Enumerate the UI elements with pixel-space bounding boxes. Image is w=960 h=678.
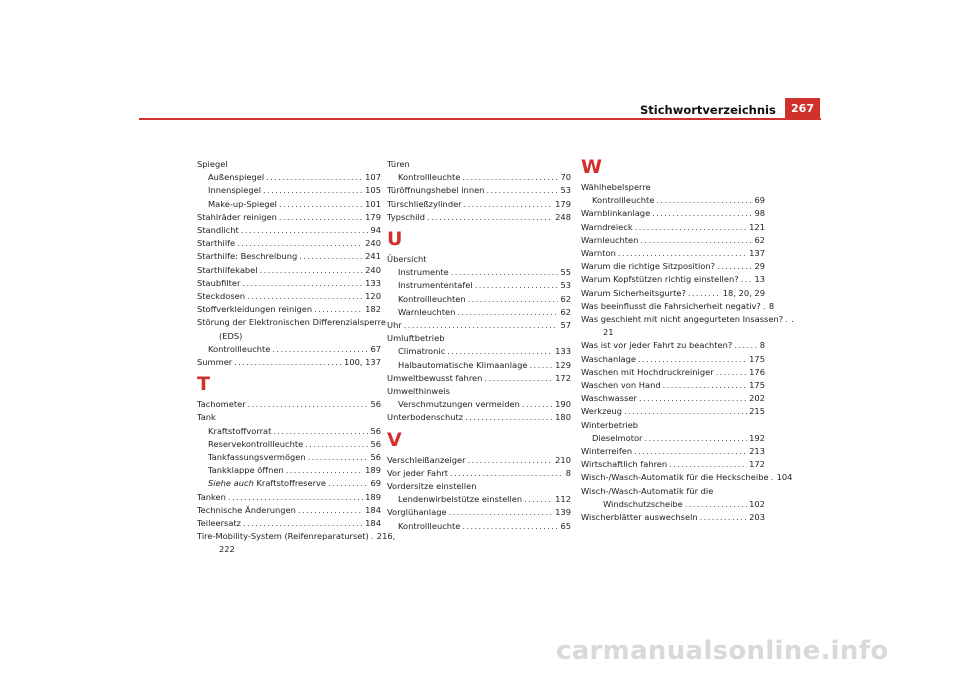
index-continuation: (EDS) — [219, 330, 243, 341]
dot-leader — [741, 273, 753, 286]
entry-term: Was beeinflusst die Fahrsicherheit negativ? — [581, 300, 761, 311]
dot-leader — [624, 405, 747, 418]
entry-term: Starthilfe: Beschreibung — [197, 251, 298, 262]
dot-leader — [260, 264, 364, 277]
index-heading: Vordersitze einstellen — [387, 481, 477, 492]
index-subentry — [387, 279, 571, 292]
index-entry — [581, 392, 765, 405]
dot-leader — [484, 372, 553, 385]
entry-term: Wischerblätter auswechseln — [581, 512, 698, 523]
page-reference: 120 — [365, 291, 381, 302]
entry-term: Teileersatz — [197, 518, 242, 529]
page-reference: 57 — [560, 320, 571, 331]
dot-leader — [635, 221, 747, 234]
entry-term: Windschutzscheibe — [603, 498, 683, 509]
entry-term: Standlicht — [197, 225, 239, 236]
index-subentry — [387, 306, 571, 319]
dot-leader — [462, 171, 558, 184]
section-letter: U — [387, 228, 403, 251]
index-entry — [197, 211, 381, 224]
page-reference: 184 — [365, 504, 381, 515]
index-entry — [197, 356, 381, 369]
dot-leader — [771, 471, 775, 484]
page-reference: 175 — [749, 353, 765, 364]
dot-leader — [618, 247, 747, 260]
page-reference: 203 — [749, 512, 765, 523]
section-letter: W — [581, 156, 602, 178]
dot-leader — [522, 398, 553, 411]
entry-term: Tire-Mobility-System (Reifenreparaturset) — [197, 531, 369, 542]
index-entry — [197, 491, 381, 504]
page-reference: 98 — [754, 208, 765, 219]
index-entry — [581, 511, 765, 524]
dot-leader — [449, 506, 554, 519]
page-reference: 248 — [555, 211, 571, 222]
index-subentry — [197, 425, 381, 438]
entry-term: Kontrollleuchte — [398, 520, 461, 531]
index-heading: Umwelthinweis — [387, 386, 450, 397]
page-reference: 190 — [555, 399, 571, 410]
dot-leader — [234, 356, 342, 369]
dot-leader — [685, 498, 747, 511]
entry-term: Typschild — [387, 211, 425, 222]
entry-term: Climatronic — [398, 346, 446, 357]
index-entry — [581, 247, 765, 260]
page-reference: . — [791, 314, 794, 325]
index-heading: Winterbetrieb — [581, 419, 639, 430]
page-reference: 55 — [560, 267, 571, 278]
page-reference: 202 — [749, 393, 765, 404]
index-subentry — [197, 464, 381, 477]
dot-leader — [272, 343, 368, 356]
page-reference: 69 — [370, 478, 381, 489]
dot-leader — [468, 293, 559, 306]
entry-term: Wisch-/Wasch-Automatik für die Heckscheibe — [581, 472, 769, 483]
page-reference: 56 — [370, 425, 381, 436]
dot-leader — [298, 504, 363, 517]
page-reference: 172 — [555, 372, 571, 383]
entry-term: Türschließzylinder — [387, 198, 462, 209]
index-subentry — [387, 345, 571, 358]
page-reference: 102 — [749, 498, 765, 509]
page-reference: 175 — [749, 380, 765, 391]
dot-leader — [247, 290, 363, 303]
index-entry — [581, 445, 765, 458]
page-reference: 105 — [365, 185, 381, 196]
page-reference: 182 — [365, 304, 381, 315]
dot-leader — [263, 184, 363, 197]
page-reference: 172 — [749, 459, 765, 470]
page-reference: 67 — [370, 343, 381, 354]
page-reference: 179 — [365, 211, 381, 222]
page-reference: 213 — [749, 446, 765, 457]
index-entry — [581, 234, 765, 247]
dot-leader — [279, 198, 363, 211]
page-reference: 240 — [365, 264, 381, 275]
header-rule — [139, 118, 821, 120]
index-subentry — [197, 171, 381, 184]
dot-leader — [242, 277, 363, 290]
index-heading: Umluftbetrieb — [387, 333, 445, 344]
page-number-badge: 267 — [785, 98, 820, 119]
index-entry — [387, 211, 571, 224]
entry-term: Uhr — [387, 320, 402, 331]
dot-leader — [785, 313, 789, 326]
entry-term: Winterreifen — [581, 446, 633, 457]
dot-leader — [462, 520, 558, 533]
dot-leader — [465, 411, 553, 424]
index-entry — [581, 366, 765, 379]
index-subentry — [197, 343, 381, 356]
page-reference: 100, 137 — [344, 357, 381, 368]
page-reference: 216, — [376, 531, 396, 542]
index-entry — [581, 353, 765, 366]
dot-leader — [640, 234, 752, 247]
entry-term: Make-up-Spiegel — [208, 198, 277, 209]
page-reference: 94 — [370, 225, 381, 236]
index-heading: Wählhebelsperre — [581, 182, 651, 192]
entry-term: Umweltbewusst fahren — [387, 372, 483, 383]
entry-term: Was ist vor jeder Fahrt zu beachten? — [581, 340, 733, 351]
page-reference: 104 — [776, 472, 793, 483]
page-reference: 107 — [365, 172, 381, 183]
dot-leader — [308, 451, 369, 464]
index-continuation: 222 — [219, 544, 235, 555]
entry-term: Unterbodenschutz — [387, 412, 464, 423]
watermark: carmanualsonline.info — [556, 636, 889, 666]
page-reference: 189 — [365, 491, 381, 502]
entry-term: Verschleißanzeiger — [387, 454, 466, 465]
dot-leader — [241, 224, 369, 237]
page-reference: 215 — [749, 406, 765, 417]
index-entry — [581, 273, 765, 286]
index-subentry — [387, 398, 571, 411]
page-reference: 121 — [749, 221, 765, 232]
page-reference: 69 — [754, 195, 765, 206]
index-heading: Türen — [387, 159, 410, 169]
page-title: Stichwortverzeichnis — [640, 103, 776, 117]
index-entry — [581, 471, 793, 484]
index-subentry — [387, 493, 571, 506]
entry-term: Waschen mit Hochdruckreiniger — [581, 366, 714, 377]
dot-leader — [371, 530, 375, 543]
dot-leader — [279, 211, 363, 224]
dot-leader — [716, 366, 748, 379]
entry-term: Kontrollleuchte — [208, 343, 271, 354]
index-entry — [387, 184, 571, 197]
entry-term: Warnleuchten — [398, 306, 456, 317]
page-reference: 139 — [555, 507, 571, 518]
entry-term: Warnton — [581, 248, 616, 259]
page-reference: 133 — [555, 346, 571, 357]
dot-leader — [457, 306, 558, 319]
dot-leader — [700, 511, 747, 524]
dot-leader — [243, 517, 363, 530]
page-reference: 56 — [370, 399, 381, 410]
index-entry — [197, 530, 396, 543]
entry-term: Vorglühanlage — [387, 507, 447, 518]
page-reference: 192 — [749, 432, 765, 443]
dot-leader — [273, 425, 368, 438]
entry-term: Wirtschaftlich fahren — [581, 459, 668, 470]
page-reference: 65 — [560, 520, 571, 531]
page-reference: 62 — [754, 234, 765, 245]
dot-leader — [305, 438, 368, 451]
index-entry — [581, 287, 765, 300]
page-reference: 53 — [560, 280, 571, 291]
index-heading: Wisch-/Wasch-Automatik für die — [581, 485, 714, 496]
dot-leader — [652, 207, 752, 220]
entry-term: Vor jeder Fahrt — [387, 467, 449, 478]
index-heading: Tank — [197, 412, 216, 423]
dot-leader — [475, 279, 559, 292]
index-entry — [197, 290, 381, 303]
entry-term: Starthilfe — [197, 238, 236, 249]
entry-term: Tankfassungsvermögen — [208, 452, 306, 463]
entry-term: Kontrollleuchten — [398, 293, 466, 304]
dot-leader — [314, 303, 363, 316]
index-subentry — [387, 171, 571, 184]
entry-term: Halbautomatische Klimaanlage — [398, 359, 528, 370]
entry-term: Verschmutzungen vermeiden — [398, 399, 520, 410]
index-subentry — [197, 438, 381, 451]
page-reference: 189 — [365, 465, 381, 476]
index-subentry — [387, 266, 571, 279]
dot-leader — [299, 250, 363, 263]
see-also-label: Siehe auch — [208, 478, 257, 489]
page-reference: 210 — [555, 454, 571, 465]
dot-leader — [717, 260, 752, 273]
index-entry — [387, 198, 571, 211]
page-reference: 8 — [565, 467, 571, 478]
dot-leader — [669, 458, 747, 471]
entry-term: Stahlräder reinigen — [197, 211, 277, 222]
index-entry — [197, 250, 381, 263]
index-subentry — [197, 451, 381, 464]
page-reference: 240 — [365, 238, 381, 249]
dot-leader — [266, 171, 363, 184]
dot-leader — [237, 237, 363, 250]
entry-term: Steckdosen — [197, 291, 246, 302]
entry-term: Lendenwirbelstütze einstellen — [398, 494, 523, 505]
entry-term: Was geschieht mit nicht angegurteten Insassen? — [581, 314, 784, 325]
index-entry — [581, 260, 765, 273]
index-entry — [387, 454, 571, 467]
page-reference: 56 — [370, 452, 381, 463]
page-reference: 137 — [749, 248, 765, 259]
dot-leader — [404, 319, 559, 332]
dot-leader — [524, 493, 553, 506]
dot-leader — [427, 211, 553, 224]
page-reference: 180 — [555, 412, 571, 423]
index-entry — [581, 458, 765, 471]
dot-leader — [447, 345, 553, 358]
dot-leader — [486, 184, 558, 197]
entry-term: Stoffverkleidungen reinigen — [197, 304, 313, 315]
index-entry — [387, 372, 571, 385]
dot-leader — [530, 359, 554, 372]
entry-term: Waschanlage — [581, 353, 637, 364]
page-reference: 133 — [365, 277, 381, 288]
entry-term: Waschen von Hand — [581, 380, 661, 391]
index-entry — [387, 319, 571, 332]
entry-term: Türöffnungshebel innen — [387, 185, 485, 196]
index-heading: Störung der Elektronischen Differenzialsperre — [197, 317, 387, 328]
dot-leader — [450, 467, 564, 480]
entry-term: Warum Kopfstützen richtig einstellen? — [581, 274, 739, 285]
index-entry — [197, 504, 381, 517]
page-reference: 8 — [768, 300, 775, 311]
entry-term: Siehe auch Kraftstoffreserve — [208, 478, 327, 489]
page-reference: 62 — [560, 306, 571, 317]
dot-leader — [763, 300, 767, 313]
entry-term: Starthilfekabel — [197, 264, 258, 275]
index-entry — [197, 224, 381, 237]
dot-leader — [634, 445, 747, 458]
index-subentry — [387, 520, 571, 533]
page-reference: 179 — [555, 198, 571, 209]
dot-leader — [644, 432, 747, 445]
entry-term: Summer — [197, 357, 233, 368]
index-entry — [197, 264, 381, 277]
index-subentry — [387, 293, 571, 306]
page-reference: 13 — [754, 274, 765, 285]
index-subentry — [387, 359, 571, 372]
index-entry — [387, 467, 571, 480]
entry-term: Tanken — [197, 491, 226, 502]
index-column-2 — [387, 158, 571, 533]
page-reference: 29 — [754, 261, 765, 272]
index-entry — [197, 303, 381, 316]
index-subentry — [197, 477, 381, 490]
entry-term: Tankklappe öffnen — [208, 465, 284, 476]
dot-leader — [663, 379, 748, 392]
page-reference: 241 — [365, 251, 381, 262]
dot-leader — [451, 266, 559, 279]
page-reference: 8 — [759, 340, 765, 351]
entry-term: Warndreieck — [581, 221, 633, 232]
page-reference: 70 — [560, 172, 571, 183]
page-reference: 112 — [555, 494, 571, 505]
entry-term: Warnblinkanlage — [581, 208, 651, 219]
dot-leader — [464, 198, 554, 211]
dot-leader — [228, 491, 363, 504]
page-reference: 184 — [365, 518, 381, 529]
section-letter: V — [387, 428, 402, 451]
dot-leader — [656, 194, 752, 207]
index-entry — [581, 313, 794, 326]
dot-leader — [328, 477, 368, 490]
dot-leader — [639, 392, 747, 405]
entry-term: Tachometer — [197, 399, 246, 410]
index-subentry — [197, 198, 381, 211]
index-entry — [197, 277, 381, 290]
entry-term: Warnleuchten — [581, 234, 639, 245]
entry-term: Reservekontrollleuchte — [208, 438, 304, 449]
dot-leader — [688, 287, 721, 300]
entry-term: Kraftstoffvorrat — [208, 425, 272, 436]
index-entry — [581, 379, 765, 392]
entry-term: Kontrollleuchte — [398, 172, 461, 183]
page-reference: 62 — [560, 293, 571, 304]
entry-term: Instrumente — [398, 267, 449, 278]
page-reference: 176 — [749, 366, 765, 377]
index-subentry — [581, 432, 765, 445]
entry-term: Dieselmotor — [592, 432, 643, 443]
entry-term: Werkzeug — [581, 406, 623, 417]
entry-term: Kontrollleuchte — [592, 195, 655, 206]
index-entry — [387, 506, 571, 519]
index-subentry — [197, 184, 381, 197]
index-subentry — [581, 498, 765, 511]
entry-term: Warum die richtige Sitzposition? — [581, 261, 716, 272]
index-heading: Übersicht — [387, 254, 427, 265]
page-reference: 56 — [370, 438, 381, 449]
index-entry — [387, 411, 571, 424]
dot-leader — [468, 454, 554, 467]
entry-term: Warum Sicherheitsgurte? — [581, 287, 686, 298]
index-column-3 — [581, 156, 794, 524]
entry-term: Technische Änderungen — [197, 504, 296, 515]
index-entry — [197, 398, 381, 411]
index-entry — [197, 237, 381, 250]
index-entry — [581, 221, 765, 234]
page-reference: 18, 20, 29 — [722, 287, 765, 298]
index-entry — [581, 207, 765, 220]
entry-term: Waschwasser — [581, 393, 637, 404]
page-reference: 53 — [560, 185, 571, 196]
entry-term: Instrumententafel — [398, 280, 473, 291]
index-heading: Spiegel — [197, 159, 228, 169]
page-reference: 101 — [365, 198, 381, 209]
entry-term: Innenspiegel — [208, 185, 262, 196]
index-continuation: 21 — [603, 327, 614, 338]
page-reference: 129 — [555, 359, 571, 370]
dot-leader — [638, 353, 747, 366]
index-entry — [581, 405, 765, 418]
dot-leader — [734, 339, 757, 352]
index-entry — [581, 339, 765, 352]
dot-leader — [248, 398, 369, 411]
index-entry — [581, 300, 775, 313]
index-entry — [197, 517, 381, 530]
section-letter: T — [197, 373, 210, 396]
dot-leader — [286, 464, 363, 477]
entry-term: Staubfilter — [197, 277, 241, 288]
index-subentry — [581, 194, 765, 207]
entry-term: Außenspiegel — [208, 172, 265, 183]
